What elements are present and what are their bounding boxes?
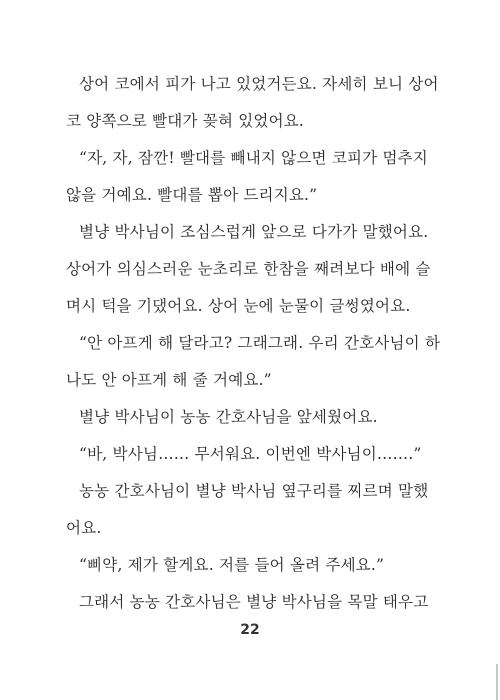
- text-line: “자, 자, 잠깐! 빨대를 빼내지 않으면 코피가 멈추지: [79, 149, 428, 167]
- page-number: 22: [240, 622, 260, 638]
- text-line: 상어 코에서 피가 나고 있었거든요. 자세히 보니 상어: [79, 75, 439, 93]
- text-line: 상어가 의심스러운 눈초리로 한참을 째려보다 배에 슬: [66, 260, 431, 278]
- text-line: “삐약, 제가 할게요. 저를 들어 올려 주세요.”: [79, 556, 385, 574]
- text-line: 농농 간호사님이 별냥 박사님 옆구리를 찌르며 말했: [79, 482, 429, 500]
- text-line: 며시 턱을 기댔어요. 상어 눈에 눈물이 글썽였어요.: [66, 297, 411, 315]
- text-line: 않을 거예요. 빨대를 뽑아 드리지요.”: [66, 186, 318, 204]
- text-line: 그래서 농농 간호사님은 별냥 박사님을 목말 태우고: [79, 593, 429, 611]
- text-line: “안 아프게 해 달라고? 그래그래. 우리 간호사님이 하: [79, 334, 441, 352]
- text-line: 코 양쪽으로 빨대가 꽂혀 있었어요.: [66, 112, 305, 130]
- page-edge-mark: [496, 664, 498, 700]
- text-line: 나도 안 아프게 해 줄 거예요.”: [66, 371, 272, 389]
- text-line: 별냥 박사님이 농농 간호사님을 앞세웠어요.: [79, 408, 378, 426]
- text-line: “바, 박사님…… 무서워요. 이번엔 박사님이…….”: [79, 445, 422, 463]
- text-line: 별냥 박사님이 조심스럽게 앞으로 다가가 말했어요.: [79, 223, 429, 241]
- text-line: 어요.: [66, 519, 102, 537]
